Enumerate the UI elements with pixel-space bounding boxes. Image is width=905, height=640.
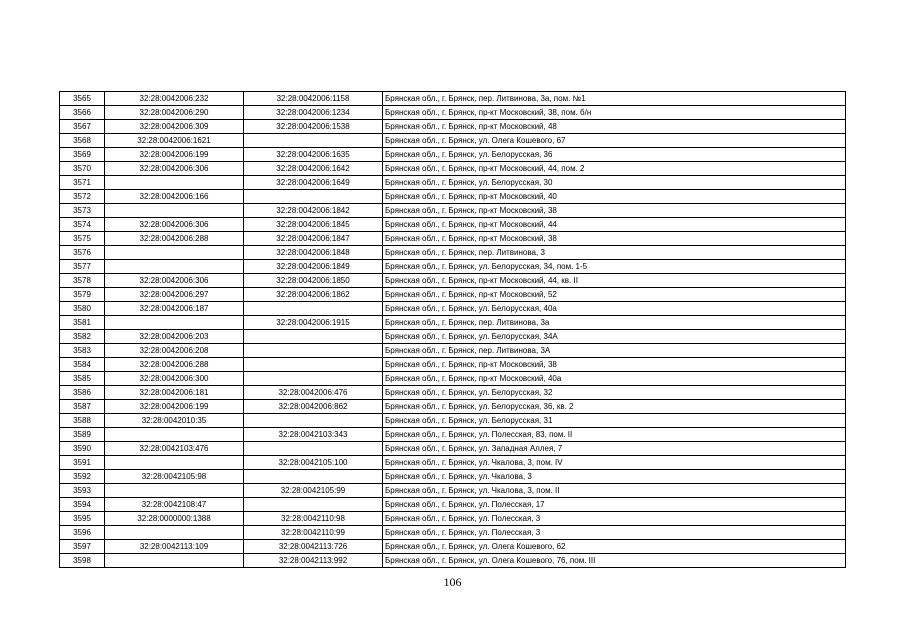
cadastral-number-cell: 32:28:0042006:181 — [105, 386, 244, 400]
address-cell: Брянская обл., г. Брянск, пр-кт Московский, 44, пом. 2 — [383, 162, 846, 176]
object-cadastral-number-cell: 32:28:0042006:1842 — [244, 204, 383, 218]
table-row — [60, 120, 846, 134]
object-cadastral-number-cell: 32:28:0042006:1538 — [244, 120, 383, 134]
table-row — [60, 470, 846, 484]
object-cadastral-number-cell: 32:28:0042006:1847 — [244, 232, 383, 246]
cadastral-number-cell: 32:28:0042006:297 — [105, 288, 244, 302]
address-cell: Брянская обл., г. Брянск, пр-кт Московский, 52 — [383, 288, 846, 302]
address-cell: Брянская обл., г. Брянск, пр-кт Московский, 38, пом. б/н — [383, 106, 846, 120]
row-number-cell: 3569 — [60, 148, 105, 162]
row-number-cell: 3593 — [60, 484, 105, 498]
table-row — [60, 288, 846, 302]
address-cell: Брянская обл., г. Брянск, ул. Олега Кошевого, 67 — [383, 134, 846, 148]
registry-table-body — [60, 92, 846, 568]
address-cell: Брянская обл., г. Брянск, ул. Белорусская, 34, пом. 1-5 — [383, 260, 846, 274]
address-cell: Брянская обл., г. Брянск, пр-кт Московский, 48 — [383, 120, 846, 134]
cadastral-number-cell: 32:28:0042006:300 — [105, 372, 244, 386]
table-row — [60, 246, 846, 260]
object-cadastral-number-cell: 32:28:0042006:1848 — [244, 246, 383, 260]
address-cell: Брянская обл., г. Брянск, ул. Полесская, 17 — [383, 498, 846, 512]
table-row — [60, 456, 846, 470]
address-cell: Брянская обл., г. Брянск, ул. Белорусская, 32 — [383, 386, 846, 400]
object-cadastral-number-cell: 32:28:0042006:1642 — [244, 162, 383, 176]
row-number-cell: 3571 — [60, 176, 105, 190]
table-row — [60, 302, 846, 316]
row-number-cell: 3595 — [60, 512, 105, 526]
table-row — [60, 190, 846, 204]
row-number-cell: 3590 — [60, 442, 105, 456]
cadastral-number-cell: 32:28:0042006:208 — [105, 344, 244, 358]
address-cell: Брянская обл., г. Брянск, ул. Чкалова, 3 — [383, 470, 846, 484]
cadastral-number-cell: 32:28:0000000:1388 — [105, 512, 244, 526]
table-row — [60, 148, 846, 162]
object-cadastral-number-cell — [244, 134, 383, 148]
object-cadastral-number-cell: 32:28:0042105:100 — [244, 456, 383, 470]
address-cell: Брянская обл., г. Брянск, пер. Литвинова, 3а — [383, 316, 846, 330]
table-row — [60, 428, 846, 442]
row-number-cell: 3570 — [60, 162, 105, 176]
table-row — [60, 316, 846, 330]
address-cell: Брянская обл., г. Брянск, ул. Чкалова, 3, пом. II — [383, 484, 846, 498]
object-cadastral-number-cell — [244, 344, 383, 358]
address-cell: Брянская обл., г. Брянск, ул. Олега Кошевого, 76, пом. III — [383, 554, 846, 568]
cadastral-number-cell — [105, 260, 244, 274]
row-number-cell: 3598 — [60, 554, 105, 568]
table-row — [60, 134, 846, 148]
address-cell: Брянская обл., г. Брянск, пр-кт Московский, 44, кв. II — [383, 274, 846, 288]
object-cadastral-number-cell: 32:28:0042006:1862 — [244, 288, 383, 302]
object-cadastral-number-cell: 32:28:0042113:726 — [244, 540, 383, 554]
cadastral-number-cell: 32:28:0042006:309 — [105, 120, 244, 134]
object-cadastral-number-cell — [244, 498, 383, 512]
object-cadastral-number-cell: 32:28:0042105:99 — [244, 484, 383, 498]
address-cell: Брянская обл., г. Брянск, пр-кт Московский, 40 — [383, 190, 846, 204]
cadastral-number-cell — [105, 428, 244, 442]
cadastral-number-cell: 32:28:0042010:35 — [105, 414, 244, 428]
object-cadastral-number-cell — [244, 358, 383, 372]
object-cadastral-number-cell: 32:28:0042006:862 — [244, 400, 383, 414]
row-number-cell: 3576 — [60, 246, 105, 260]
table-row — [60, 232, 846, 246]
address-cell: Брянская обл., г. Брянск, ул. Полесская, 83, пом. II — [383, 428, 846, 442]
cadastral-number-cell: 32:28:0042006:306 — [105, 274, 244, 288]
cadastral-number-cell: 32:28:0042006:199 — [105, 400, 244, 414]
table-row — [60, 218, 846, 232]
address-cell: Брянская обл., г. Брянск, ул. Белорусская, 30 — [383, 176, 846, 190]
address-cell: Брянская обл., г. Брянск, пр-кт Московский, 44 — [383, 218, 846, 232]
object-cadastral-number-cell: 32:28:0042006:1158 — [244, 92, 383, 106]
row-number-cell: 3582 — [60, 330, 105, 344]
address-cell: Брянская обл., г. Брянск, пр-кт Московский, 38 — [383, 204, 846, 218]
cadastral-number-cell: 32:28:0042103:476 — [105, 442, 244, 456]
table-row — [60, 204, 846, 218]
table-row — [60, 414, 846, 428]
row-number-cell: 3587 — [60, 400, 105, 414]
row-number-cell: 3566 — [60, 106, 105, 120]
address-cell: Брянская обл., г. Брянск, ул. Белорусская, 36 — [383, 148, 846, 162]
object-cadastral-number-cell: 32:28:0042006:1635 — [244, 148, 383, 162]
object-cadastral-number-cell: 32:28:0042110:99 — [244, 526, 383, 540]
object-cadastral-number-cell — [244, 330, 383, 344]
cadastral-number-cell: 32:28:0042006:290 — [105, 106, 244, 120]
cadastral-number-cell — [105, 554, 244, 568]
row-number-cell: 3581 — [60, 316, 105, 330]
row-number-cell: 3574 — [60, 218, 105, 232]
table-row — [60, 512, 846, 526]
cadastral-number-cell: 32:28:0042006:1621 — [105, 134, 244, 148]
address-cell: Брянская обл., г. Брянск, пер. Литвинова, 3а, пом. №1 — [383, 92, 846, 106]
table-row — [60, 372, 846, 386]
table-row — [60, 442, 846, 456]
address-cell: Брянская обл., г. Брянск, ул. Полесская, 3 — [383, 526, 846, 540]
cadastral-number-cell: 32:28:0042006:306 — [105, 218, 244, 232]
row-number-cell: 3568 — [60, 134, 105, 148]
table-row — [60, 106, 846, 120]
table-row — [60, 176, 846, 190]
table-row — [60, 330, 846, 344]
object-cadastral-number-cell — [244, 372, 383, 386]
cadastral-number-cell: 32:28:0042006:306 — [105, 162, 244, 176]
row-number-cell: 3579 — [60, 288, 105, 302]
row-number-cell: 3597 — [60, 540, 105, 554]
row-number-cell: 3592 — [60, 470, 105, 484]
row-number-cell: 3573 — [60, 204, 105, 218]
cadastral-number-cell: 32:28:0042006:288 — [105, 232, 244, 246]
table-row — [60, 498, 846, 512]
cadastral-number-cell: 32:28:0042006:166 — [105, 190, 244, 204]
object-cadastral-number-cell — [244, 190, 383, 204]
table-row — [60, 274, 846, 288]
table-row — [60, 92, 846, 106]
table-row — [60, 554, 846, 568]
cadastral-number-cell: 32:28:0042006:187 — [105, 302, 244, 316]
address-cell: Брянская обл., г. Брянск, пр-кт Московский, 40а — [383, 372, 846, 386]
row-number-cell: 3596 — [60, 526, 105, 540]
address-cell: Брянская обл., г. Брянск, пр-кт Московский, 38 — [383, 232, 846, 246]
address-cell: Брянская обл., г. Брянск, ул. Западная Аллея, 7 — [383, 442, 846, 456]
address-cell: Брянская обл., г. Брянск, пр-кт Московский, 38 — [383, 358, 846, 372]
address-cell: Брянская обл., г. Брянск, пер. Литвинова, 3А — [383, 344, 846, 358]
cadastral-number-cell: 32:28:0042006:288 — [105, 358, 244, 372]
object-cadastral-number-cell: 32:28:0042006:476 — [244, 386, 383, 400]
row-number-cell: 3583 — [60, 344, 105, 358]
address-cell: Брянская обл., г. Брянск, ул. Белорусская, 34А — [383, 330, 846, 344]
cadastral-number-cell — [105, 316, 244, 330]
table-row — [60, 386, 846, 400]
address-cell: Брянская обл., г. Брянск, ул. Олега Кошевого, 62 — [383, 540, 846, 554]
row-number-cell: 3580 — [60, 302, 105, 316]
object-cadastral-number-cell — [244, 442, 383, 456]
object-cadastral-number-cell: 32:28:0042006:1649 — [244, 176, 383, 190]
table-row — [60, 358, 846, 372]
object-cadastral-number-cell: 32:28:0042110:98 — [244, 512, 383, 526]
registry-table — [59, 91, 846, 568]
table-row — [60, 484, 846, 498]
table-row — [60, 526, 846, 540]
row-number-cell: 3586 — [60, 386, 105, 400]
address-cell: Брянская обл., г. Брянск, ул. Полесская, 3 — [383, 512, 846, 526]
object-cadastral-number-cell — [244, 470, 383, 484]
row-number-cell: 3591 — [60, 456, 105, 470]
table-row — [60, 344, 846, 358]
row-number-cell: 3588 — [60, 414, 105, 428]
table-row — [60, 400, 846, 414]
address-cell: Брянская обл., г. Брянск, ул. Белорусская, 31 — [383, 414, 846, 428]
row-number-cell: 3565 — [60, 92, 105, 106]
object-cadastral-number-cell — [244, 302, 383, 316]
object-cadastral-number-cell: 32:28:0042006:1849 — [244, 260, 383, 274]
table-row — [60, 260, 846, 274]
row-number-cell: 3585 — [60, 372, 105, 386]
address-cell: Брянская обл., г. Брянск, ул. Белорусская, 36, кв. 2 — [383, 400, 846, 414]
cadastral-number-cell — [105, 176, 244, 190]
address-cell: Брянская обл., г. Брянск, ул. Чкалова, 3, пом. IV — [383, 456, 846, 470]
address-cell: Брянская обл., г. Брянск, пер. Литвинова, 3 — [383, 246, 846, 260]
cadastral-number-cell: 32:28:0042006:199 — [105, 148, 244, 162]
row-number-cell: 3589 — [60, 428, 105, 442]
cadastral-number-cell: 32:28:0042113:109 — [105, 540, 244, 554]
row-number-cell: 3584 — [60, 358, 105, 372]
row-number-cell: 3567 — [60, 120, 105, 134]
cadastral-number-cell: 32:28:0042108:47 — [105, 498, 244, 512]
object-cadastral-number-cell: 32:28:0042006:1845 — [244, 218, 383, 232]
object-cadastral-number-cell — [244, 414, 383, 428]
object-cadastral-number-cell: 32:28:0042113:992 — [244, 554, 383, 568]
object-cadastral-number-cell: 32:28:0042103:343 — [244, 428, 383, 442]
cadastral-number-cell — [105, 204, 244, 218]
row-number-cell: 3578 — [60, 274, 105, 288]
cadastral-number-cell: 32:28:0042006:232 — [105, 92, 244, 106]
table-row — [60, 540, 846, 554]
cadastral-number-cell: 32:28:0042105:98 — [105, 470, 244, 484]
cadastral-number-cell — [105, 484, 244, 498]
cadastral-number-cell — [105, 526, 244, 540]
row-number-cell: 3577 — [60, 260, 105, 274]
row-number-cell: 3594 — [60, 498, 105, 512]
object-cadastral-number-cell: 32:28:0042006:1915 — [244, 316, 383, 330]
table-row — [60, 162, 846, 176]
page-number: 106 — [443, 575, 462, 589]
object-cadastral-number-cell: 32:28:0042006:1850 — [244, 274, 383, 288]
row-number-cell: 3575 — [60, 232, 105, 246]
address-cell: Брянская обл., г. Брянск, ул. Белорусская, 40а — [383, 302, 846, 316]
cadastral-number-cell — [105, 456, 244, 470]
object-cadastral-number-cell: 32:28:0042006:1234 — [244, 106, 383, 120]
cadastral-number-cell: 32:28:0042006:203 — [105, 330, 244, 344]
cadastral-number-cell — [105, 246, 244, 260]
row-number-cell: 3572 — [60, 190, 105, 204]
